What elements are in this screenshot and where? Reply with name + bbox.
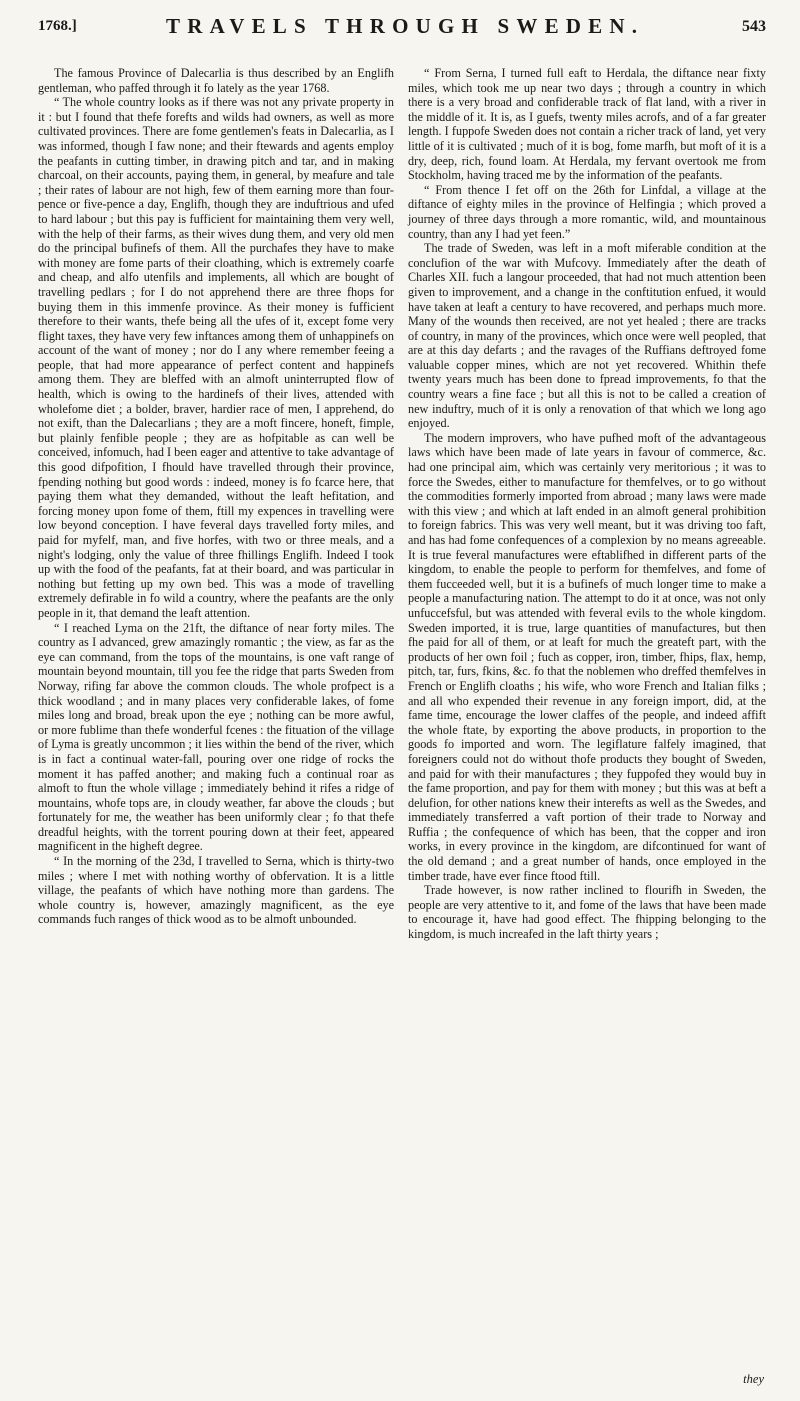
header-year: 1768.] [38,18,77,34]
header-title: TRAVELS THROUGH SWEDEN. [166,14,645,38]
paragraph: “ From Serna, I turned full eaft to Herdala, the diftance near fixty miles, which took me up near two days ; through a country in which there is a very broad and confiderable track of flat land, with a river in the middle of it. It is, as I guefs, twenty miles acrofs, and of a far greater length. I fuppofe Sweden does not contain a richer track of land, yet very little of it is cultivated ; much of it is bog, fome marfh, but moft of it is a dry, deep, rich, found loam. At Herdala, my fervant overtook me from Stockholm, having traced me by the information of the peafants. [408,66,766,183]
paragraph: “ The whole country looks as if there was not any private property in it : but I found that thefe forefts and wilds had owners, as well as more cultivated provinces. There are fome gentlemen's feats in Dalecarlia, as I was informed, though I faw none; and their ftewards and agents employ the peafants in cutting timber, in drawing pitch and tar, and in making charcoal, on their accounts, paying them, in general, by meafure and tale ; their rates of labour are not high, few of them earning more than four-pence or five-pence a day, Englifh, though they are induftrious and ufed to hard labour ; but this pay is fufficient for maintaining them very well, with the help of their farms, as their wives dung them, and very old men do the principal bufinefs of them. All the purchafes they have to make with money are fome parts of their cloathing, which is extremely coarfe and cheap, and alfo utenfils and implements, all which are bought of travelling pedlars ; for I do not apprehend there are three fhops for buying them in this immenfe province. As their money is fufficient therefore to their wants, thefe being all the ufes of it, except fome very flight taxes, they have very few inftances among them of unhappinefs on account of the want of money ; nor do I any where remember feeing a people, that had more appearance of perfect content and happinefs among them. They are bleffed with an almoft uninterrupted flow of health, which is owing to the hardinefs of their lives, attended with wholefome diet ; a bolder, braver, hardier race of men, I apprehend, do not exift, than the Dalecarlians ; they are a moft fincere, honeft, fimple, but plainly fenfible people ; they are as hofpitable as can well be conceived, infomuch, had I been eager and attentive to take advantage of this good difpofition, I fhould have travelled through their province, fpending nothing but good words : indeed, money is fo fcarce here, that paying them what they demanded, without the leaft hefitation, and forcing money upon fome of them, ftill my expences in travelling were low beyond conception. I have feveral days travelled forty miles, and paid for myfelf, man, and five horfes, with two or three meals, and a night's lodging, only the value of three fhillings Englifh. Indeed I took up with the food of the peafants, fat at their board, and was particular in nothing but fetting up my own bed. This was a mode of travelling extremely defirable in fo wild a country, where the peafants are the only people in it, that demand the leaft attention. [38,95,394,620]
paragraph: The trade of Sweden, was left in a moft miferable condition at the conclufion of the war with Mufcovy. Immediately after the death of Charles XII. fuch a langour proceeded, that had not much attention been given to improvement, and a change in the conftitution enfued, it would have taken at leaft a century to have recovered, and perhaps much more. Many of the wounds then received, are not yet healed ; there are tracks of country, in many of the provinces, which once were well peopled, that are at this day defarts ; and the ravages of the Ruffians deftroyed fome valuable copper mines, which are not yet recovered. Whithin thefe twenty years much has been done to fpread improvements, fo that the country wears a fine face ; but all this is not to be called a creation of new induftry, much of it is only a renovation of that which we long ago enjoyed. [408,241,766,431]
right-column [408,66,766,942]
paragraph: Trade however, is now rather inclined to flourifh in Sweden, the people are very attentive to it, and fome of the laws that have been made to encourage it, have had good effect. The fhipping belonging to the kingdom, is much increafed in the laft thirty years ; [408,883,766,942]
paragraph: “ From thence I fet off on the 26th for Linfdal, a village at the diftance of eighty miles in the province of Helfingia ; which proved a journey of three days through a more romantic, wild, and mountainous country, than any I had yet feen.” [408,182,766,241]
running-header [38,14,766,44]
page-number: 543 [742,18,766,35]
paragraph: “ In the morning of the 23d, I travelled to Serna, which is thirty-two miles ; where I met with nothing worthy of obfervation. It is a little village, the peafants of which have nothing more than gardens. The whole country is, however, amazingly magnificent, as the eye commands fuch ranges of thick wood as to be almoft unbounded. [38,854,394,927]
left-column [38,66,394,927]
paragraph: The modern improvers, who have pufhed moft of the advantageous laws which have been made of late years in favour of commerce, &c. had one principal aim, which was certainly very meritorious ; it was to force the Swedes, either to manufacture for themfelves, or to go without the commodities formerly imported from abroad ; many laws were made with this view ; and which at laft ended in an almoft general prohibition to foreign fabrics. This was very well meant, but it was driving too faft, and has had fome confequences of a complexion by no means agreeable. It is true feveral manufactures were eftablifhed in different parts of the kingdom, to enable the people to perform for themfelves, and fome of them fucceeded well, but it is a bufinefs of much longer time to make a people a manufacturing nation. The attempt to do it at once, was not only unfuccefsful, but was attended with feveral evils to the whole kingdom. Sweden imported, it is true, large quantities of manufactures, but then fhe paid for all of them, or at leaft for much the greateft part, with the products of her own foil ; fuch as copper, iron, timber, fhips, flax, hemp, pitch, tar, furs, fkins, &c. fo that the noblemen who dreffed themfelves in French or Englifh cloaths ; his wife, who wore French and Italian filks ; and all who expended their revenue in any foreign import, did, at the fame time, encourage the lower claffes of the people, and indeed affift the whole ftate, by exporting the above products, in proportion to the goods fo imported and worn. The legiflature falfely imagined, that foreigners could not do without thofe products they bought of Sweden, and paid for with their manufactures ; they fuppofed they would buy in the fame proportion, and pay for them with money ; but this was at beft a delufion, for other nations knew their interefts as well as the Swedes, and immediately transferred a vaft portion of their trade to Norway and Ruffia ; the confequence of which has been, that the copper and iron works, in every province in the kingdom, are difcontinued for want of the old demand ; and a great number of hands, once employed in the timber trade, have ever fince ftood ftill. [408,430,766,883]
paragraph: “ I reached Lyma on the 21ft, the diftance of near forty miles. The country as I advanced, grew amazingly romantic ; the view, as far as the eye can command, from the tops of the mountains, is one vaft range of mountain beyond mountain, till you fee the ridge that parts Sweden from Norway, rifing far above the common clouds. The whole profpect is a thick woodland ; and in many places very confiderable lakes, of fome miles long and broad, break upon the eye ; nothing can be more awful, or more fublime than thefe wonderful fcenes : the fituation of the village of Lyma is greatly uncommon ; it lies within the bend of the river, which is in fact a continual water-fall, pouring over one ridge of rocks the moment it has paffed another; and making fuch a continual roar as almoft to ftun the whole village ; immediately behind it rifes a ridge of mountains, whofe tops are, in cloudy weather, far above the clouds ; but fortunately for me, the weather has been uniformly clear ; fo that thefe dreadful heights, with the torrent pouring down at their feet, appeared magnificent in the higheft degree. [38,620,394,854]
paragraph: The famous Province of Dalecarlia is thus described by an Englifh gentleman, who paffed through it fo lately as the year 1768. [38,66,394,95]
catchword: they [743,1372,764,1386]
